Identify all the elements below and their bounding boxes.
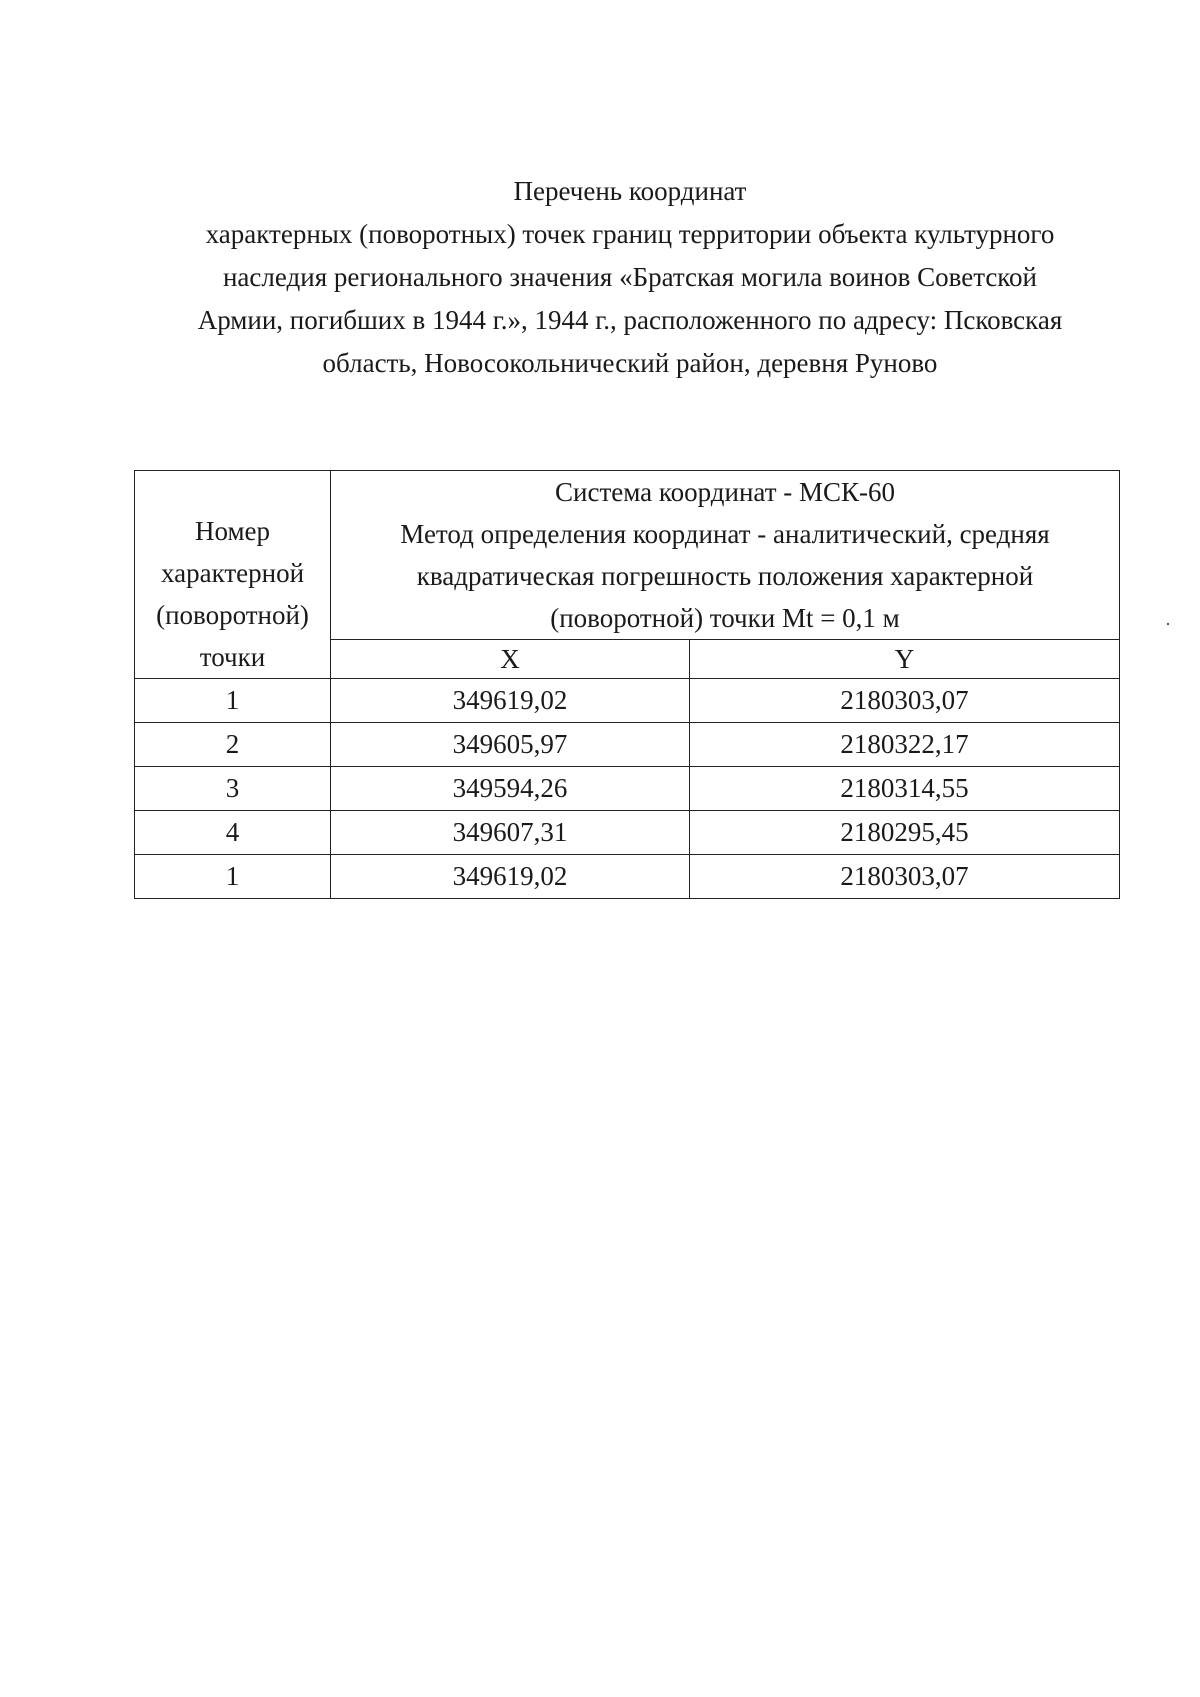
table-row bbox=[135, 679, 1120, 723]
y-value-cell: 2180314,55 bbox=[690, 767, 1120, 811]
y-value-cell: 2180303,07 bbox=[690, 855, 1120, 899]
point-number-cell: 1 bbox=[135, 679, 331, 723]
x-value-cell: 349619,02 bbox=[331, 679, 690, 723]
coordinate-system-line: (поворотной) точки Mt = 0,1 м bbox=[550, 603, 900, 633]
title-line: Армии, погибших в 1944 г.», 1944 г., расположенного по адресу: Псковская bbox=[197, 305, 1063, 335]
point-number-cell: 4 bbox=[135, 811, 331, 855]
coordinates-table bbox=[134, 470, 1120, 899]
title-line: характерных (поворотных) точек границ территории объекта культурного bbox=[205, 219, 1055, 249]
point-number-cell: 1 bbox=[135, 855, 331, 899]
table-row bbox=[135, 767, 1120, 811]
scan-speck bbox=[1167, 623, 1169, 625]
point-number-header-line: (поворотной) bbox=[156, 600, 309, 630]
y-column-header: Y bbox=[690, 640, 1120, 679]
coordinate-system-header bbox=[331, 471, 1120, 640]
point-number-header-line: характерной bbox=[160, 558, 305, 588]
y-value-cell: 2180303,07 bbox=[690, 679, 1120, 723]
coordinate-system-line: Метод определения координат - аналитический, средняя bbox=[400, 519, 1050, 549]
x-value-cell: 349607,31 bbox=[331, 811, 690, 855]
x-value-cell: 349605,97 bbox=[331, 723, 690, 767]
title-line: наследия регионального значения «Братская могила воинов Советской bbox=[222, 262, 1038, 292]
y-value-cell: 2180295,45 bbox=[690, 811, 1120, 855]
table-header-row bbox=[135, 471, 1120, 640]
table-row bbox=[135, 723, 1120, 767]
point-number-header-line: Номер bbox=[194, 516, 271, 546]
point-number-cell: 3 bbox=[135, 767, 331, 811]
coordinate-system-line: квадратическая погрешность положения характерной bbox=[416, 561, 1034, 591]
title-line: область, Новосокольнический район, деревня Руново bbox=[322, 348, 938, 378]
x-value-cell: 349619,02 bbox=[331, 855, 690, 899]
y-value-cell: 2180322,17 bbox=[690, 723, 1120, 767]
point-number-cell: 2 bbox=[135, 723, 331, 767]
x-column-header: X bbox=[331, 640, 690, 679]
coordinate-system-line: Система координат - МСК-60 bbox=[555, 477, 895, 507]
document-title bbox=[130, 170, 1130, 385]
point-number-header bbox=[135, 471, 331, 679]
table-row bbox=[135, 855, 1120, 899]
point-number-header-line: точки bbox=[199, 642, 266, 672]
title-line: Перечень координат bbox=[513, 176, 747, 206]
table-row bbox=[135, 811, 1120, 855]
x-value-cell: 349594,26 bbox=[331, 767, 690, 811]
